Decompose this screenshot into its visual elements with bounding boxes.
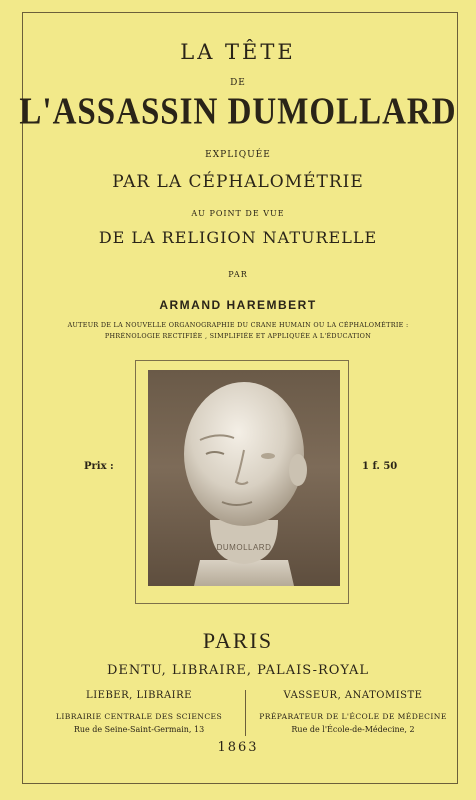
title-line-cephalometrie: PAR LA CÉPHALOMÉTRIE	[112, 172, 364, 192]
bust-image	[148, 370, 340, 586]
title-line-expliquee: EXPLIQUÉE	[205, 150, 271, 160]
author-description	[0, 320, 476, 342]
bust-photograph	[148, 370, 340, 586]
main-title: L'ASSASSIN DUMOLLARD	[19, 91, 457, 133]
price-label: Prix :	[84, 461, 114, 472]
right-seller-name: VASSEUR, ANATOMISTE	[283, 690, 423, 701]
right-seller-desc: PRÉPARATEUR DE L'ÉCOLE DE MÉDECINE	[259, 712, 447, 721]
author-description-line-2: PHRÉNOLOGIE RECTIFIÉE , SIMPLIFIÉE ET APPLIQUÉE A L'ÉDUCATION	[104, 332, 372, 340]
left-seller-name: LIEBER, LIBRAIRE	[86, 690, 192, 701]
title-line-point-de-vue: AU POINT DE VUE	[191, 209, 285, 218]
by-label: PAR	[228, 270, 248, 279]
publication-year: 1863	[217, 740, 259, 755]
author-name: ARMAND HAREMBERT	[159, 298, 317, 312]
author-description-line-1: AUTEUR DE LA NOUVELLE ORGANOGRAPHIE DU CRANE HUMAIN OU LA CÉPHALOMÉTRIE :	[67, 321, 409, 329]
left-seller-address: Rue de Seine-Saint-Germain, 13	[73, 725, 205, 734]
right-seller-address: Rue de l'École-de-Médecine, 2	[291, 725, 415, 734]
bust-caption: DUMOLLARD	[216, 543, 272, 552]
title-line-de: DE	[230, 78, 246, 88]
imprint-divider	[245, 690, 246, 736]
title-line-religion: DE LA RELIGION NATURELLE	[98, 228, 378, 247]
price-value: 1 f. 50	[362, 461, 398, 472]
imprint-city: PARIS	[202, 628, 274, 653]
imprint-publisher: DENTU, LIBRAIRE, PALAIS-ROYAL	[106, 663, 370, 678]
title-line-la-tete: LA TÊTE	[180, 40, 296, 64]
left-seller-desc: LIBRAIRIE CENTRALE DES SCIENCES	[55, 712, 223, 721]
